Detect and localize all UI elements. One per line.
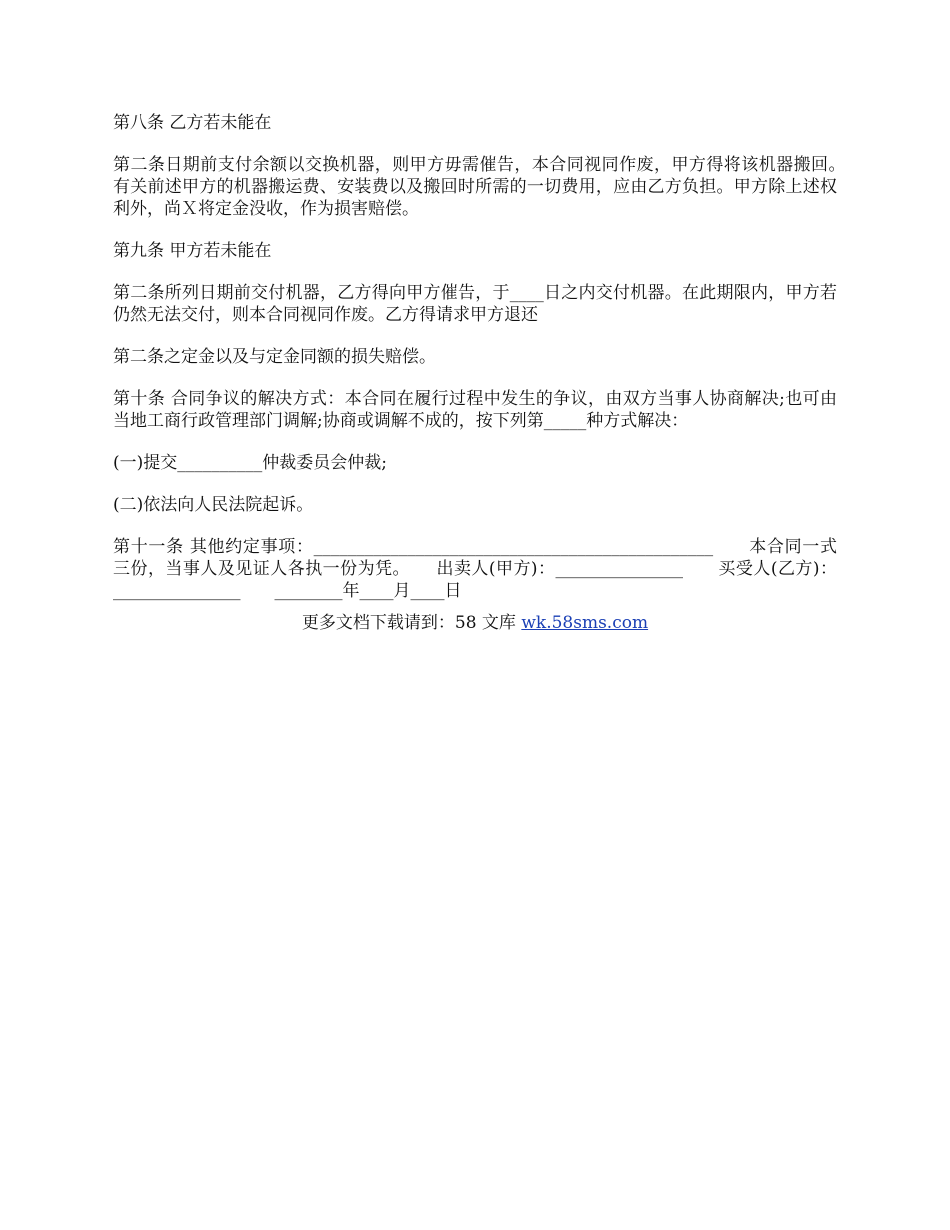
article-9-body: 第二条所列日期前交付机器，乙方得向甲方催告，于____日之内交付机器。在此期限内，甲方若仍然无法交付，则本合同视同作废。乙方得请求甲方退还 [113,283,837,325]
option-court: (二)依法向人民法院起诉。 [113,495,314,515]
option-arbitration: (一)提交__________仲裁委员会仲裁; [113,453,387,473]
document-page [113,112,871,634]
footer-prefix: 更多文档下载请到：58 文库 [301,613,522,633]
article-10-dispute: 第十条 合同争议的解决方式：本合同在履行过程中发生的争议，由双方当事人协商解决;也可由当地工商行政管理部门调解;协商或调解不成的，按下列第_____种方式解决： [113,389,837,431]
article-9-heading: 第九条 甲方若未能在 [113,241,272,261]
footer-link[interactable]: wk.58sms.com [521,613,649,633]
download-footer [113,612,837,634]
article-9-deposit: 第二条之定金以及与定金同额的损失赔偿。 [113,347,436,367]
article-8-body: 第二条日期前支付余额以交换机器，则甲方毋需催告，本合同视同作废，甲方得将该机器搬回。 有关前述甲方的机器搬运费、安装费以及搬回时所需的一切费用，应由乙方负担。甲方除上述权利外，尚Ｘ将定金没收，作为损害赔偿。 [113,155,871,219]
article-11-other-terms: 第十一条 其他约定事项：_______________________________________________ 本合同一式三份，当事人及见证人各执一份为凭。 出卖人(甲方)：_______________ 买受人(乙方)：_______________ ________年____月____日 [113,537,837,601]
article-8-heading: 第八条 乙方若未能在 [113,113,272,133]
